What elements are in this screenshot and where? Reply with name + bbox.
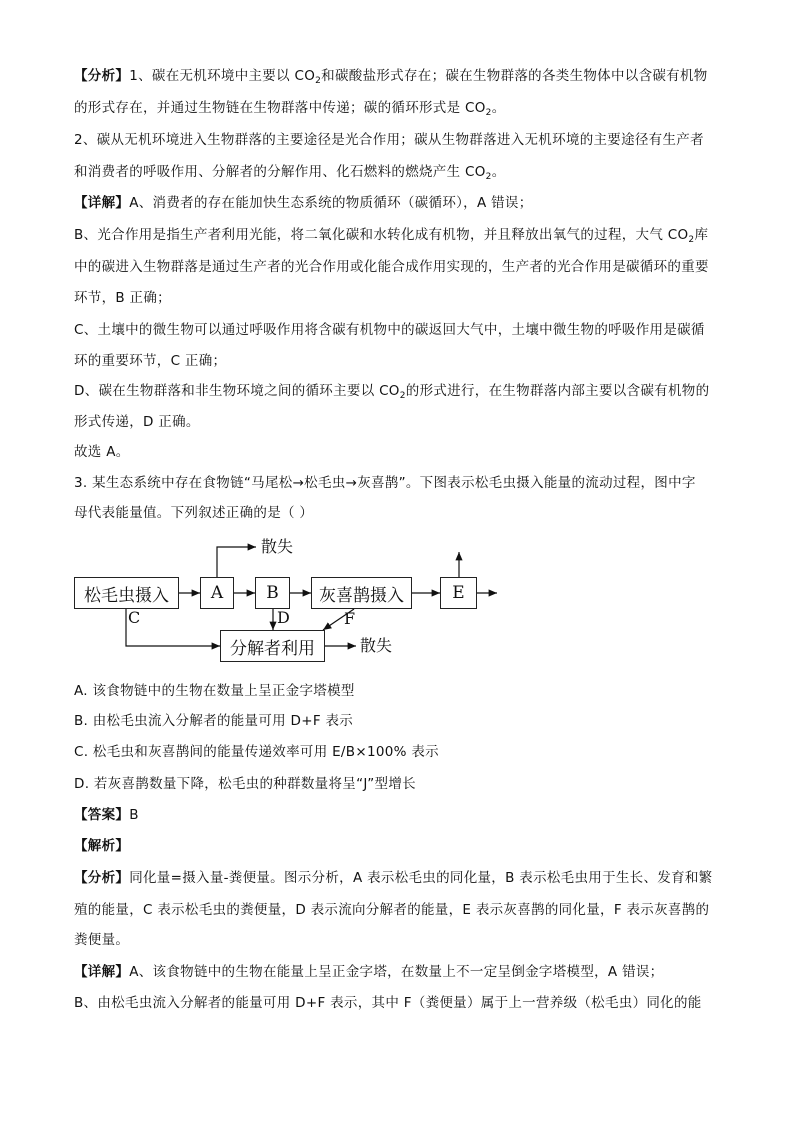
jiexi-heading: 【解析】 xyxy=(74,838,130,854)
box-intake: 松毛虫摄入 xyxy=(74,577,179,609)
text-line: B、光合作用是指生产者利用光能，将二氧化碳和水转化成有机物，并且释放出氧气的过程，大气 $CO_2$库 xyxy=(74,227,709,245)
text-line: 粪便量。 xyxy=(74,932,130,948)
text-line: 环的重要环节，C 正确； xyxy=(74,353,227,369)
text-line: D、碳在生物群落和非生物环境之间的循环主要以 $CO_2$的形式进行，在生物群落内部主要以含碳有机物的 xyxy=(74,383,710,401)
box-bird-intake: 灰喜鹊摄入 xyxy=(311,577,412,609)
box-e: E xyxy=(440,577,477,609)
text-line: 和消费者的呼吸作用、分解者的分解作用、化石燃料的燃烧产生 $CO_2$。 xyxy=(74,164,506,182)
question-line: 3. 某生态系统中存在食物链“马尾松→松毛虫→灰喜鹊”。下图表示松毛虫摄入能量的流动过程，图中字 xyxy=(74,475,696,491)
label-loss-right: 散失 xyxy=(360,636,393,655)
text-line: 【详解】A、该食物链中的生物在能量上呈正金字塔，在数量上不一定呈倒金字塔模型，A 错误； xyxy=(74,964,664,980)
text-line: 故选 A。 xyxy=(74,444,130,460)
label-c: C xyxy=(128,608,141,627)
label-f: F xyxy=(344,609,356,628)
question-line: 母代表能量值。下列叙述正确的是（ ） xyxy=(74,505,314,521)
text-line: 形式传递，D 正确。 xyxy=(74,414,200,430)
text-line: 【分析】1、碳在无机环境中主要以 $CO_2$和碳酸盐形式存在；碳在生物群落的各类生物体中以含碳有机物 xyxy=(74,68,708,86)
option-a: A. 该食物链中的生物在数量上呈正金字塔模型 xyxy=(74,683,355,699)
text-line: 2、碳从无机环境进入生物群落的主要途径是光合作用；碳从生物群落进入无机环境的主要途径有生产者 xyxy=(74,132,704,148)
text-line: 中的碳进入生物群落是通过生产者的光合作用或化能合成作用实现的，生产者的光合作用是碳循环的重要 xyxy=(74,259,709,275)
answer-line: 【答案】B xyxy=(74,807,139,823)
option-d: D. 若灰喜鹊数量下降，松毛虫的种群数量将呈“J”型增长 xyxy=(74,776,416,792)
label-d: D xyxy=(277,608,290,627)
box-decomposer: 分解者利用 xyxy=(220,630,325,662)
text-line: B、由松毛虫流入分解者的能量可用 D+F 表示，其中 F（粪便量）属于上一营养级（松毛虫）同化的能 xyxy=(74,995,702,1011)
text-line: 【详解】A、消费者的存在能加快生态系统的物质循环（碳循环），A 错误； xyxy=(74,195,533,211)
text-line: 的形式存在，并通过生物链在生物群落中传递；碳的循环形式是 $CO_2$。 xyxy=(74,100,506,118)
label-loss-top: 散失 xyxy=(261,537,294,556)
box-b: B xyxy=(255,577,290,609)
text-line: 殖的能量，C 表示松毛虫的粪便量，D 表示流向分解者的能量，E 表示灰喜鹊的同化量，F 表示灰喜鹊的 xyxy=(74,902,710,918)
option-b: B. 由松毛虫流入分解者的能量可用 D+F 表示 xyxy=(74,713,354,729)
box-a: A xyxy=(200,577,234,609)
text-line: 环节，B 正确； xyxy=(74,290,171,306)
text-line: 【分析】同化量=摄入量-粪便量。图示分析，A 表示松毛虫的同化量，B 表示松毛虫用于生长、发育和繁 xyxy=(74,870,713,886)
option-c: C. 松毛虫和灰喜鹊间的能量传递效率可用 E/B×100% 表示 xyxy=(74,744,439,760)
text-line: C、土壤中的微生物可以通过呼吸作用将含碳有机物中的碳返回大气中，土壤中微生物的呼吸作用是碳循 xyxy=(74,322,705,338)
